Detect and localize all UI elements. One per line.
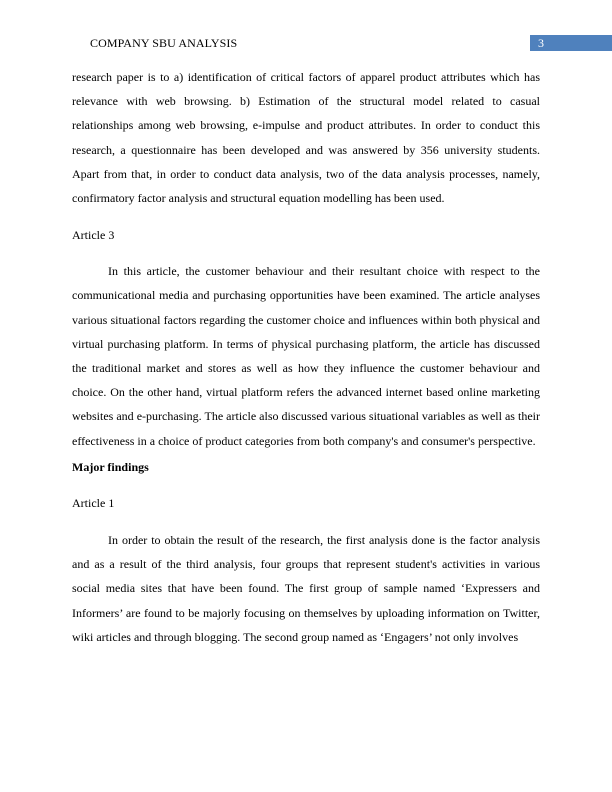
document-body [72, 65, 540, 661]
heading-article-1: Article 1 [72, 496, 115, 511]
paragraph-continuation: research paper is to a) identification of critical factors of apparel product attributes which has relevance with web browsing. b) Estimation of the structural model related to casual relationships among web browsing, e-impulse and product attributes. In order to conduct this research, a questionnaire has been developed and was answered by 356 university students. Apart from that, in order to conduct data analysis, two of the data analysis processes, namely, confirmatory factor analysis and structural equation modelling has been used. [72, 70, 540, 206]
running-header-title: COMPANY SBU ANALYSIS [90, 36, 238, 50]
page-number-box [530, 35, 612, 51]
page-number: 3 [538, 36, 544, 50]
heading-major-findings: Major findings [72, 459, 149, 474]
paragraph-article-1: In order to obtain the result of the research, the first analysis done is the factor analysis and as a result of the third analysis, four groups that represent student's activities in various social media sites that have been found. The first group of sample named ‘Expressers and Informers’ are found to be majorly focusing on themselves by uploading information on Twitter, wiki articles and through blogging. The second group named as ‘Engagers’ not only involves [72, 533, 540, 644]
heading-article-3: Article 3 [72, 227, 115, 242]
paragraph-article-3: In this article, the customer behaviour and their resultant choice with respect to the communicational media and purchasing opportunities have been examined. The article analyses various situational factors regarding the customer choice and influences within both physical and virtual purchasing platform. In terms of physical purchasing platform, the article has discussed the traditional market and stores as well as how they influence the customer behaviour and choice. On the other hand, virtual platform refers the advanced internet based online marketing websites and e-purchasing. The article also discussed various situational variables as well as their effectiveness in a choice of product categories from both company's and consumer's perspective. [72, 264, 540, 448]
